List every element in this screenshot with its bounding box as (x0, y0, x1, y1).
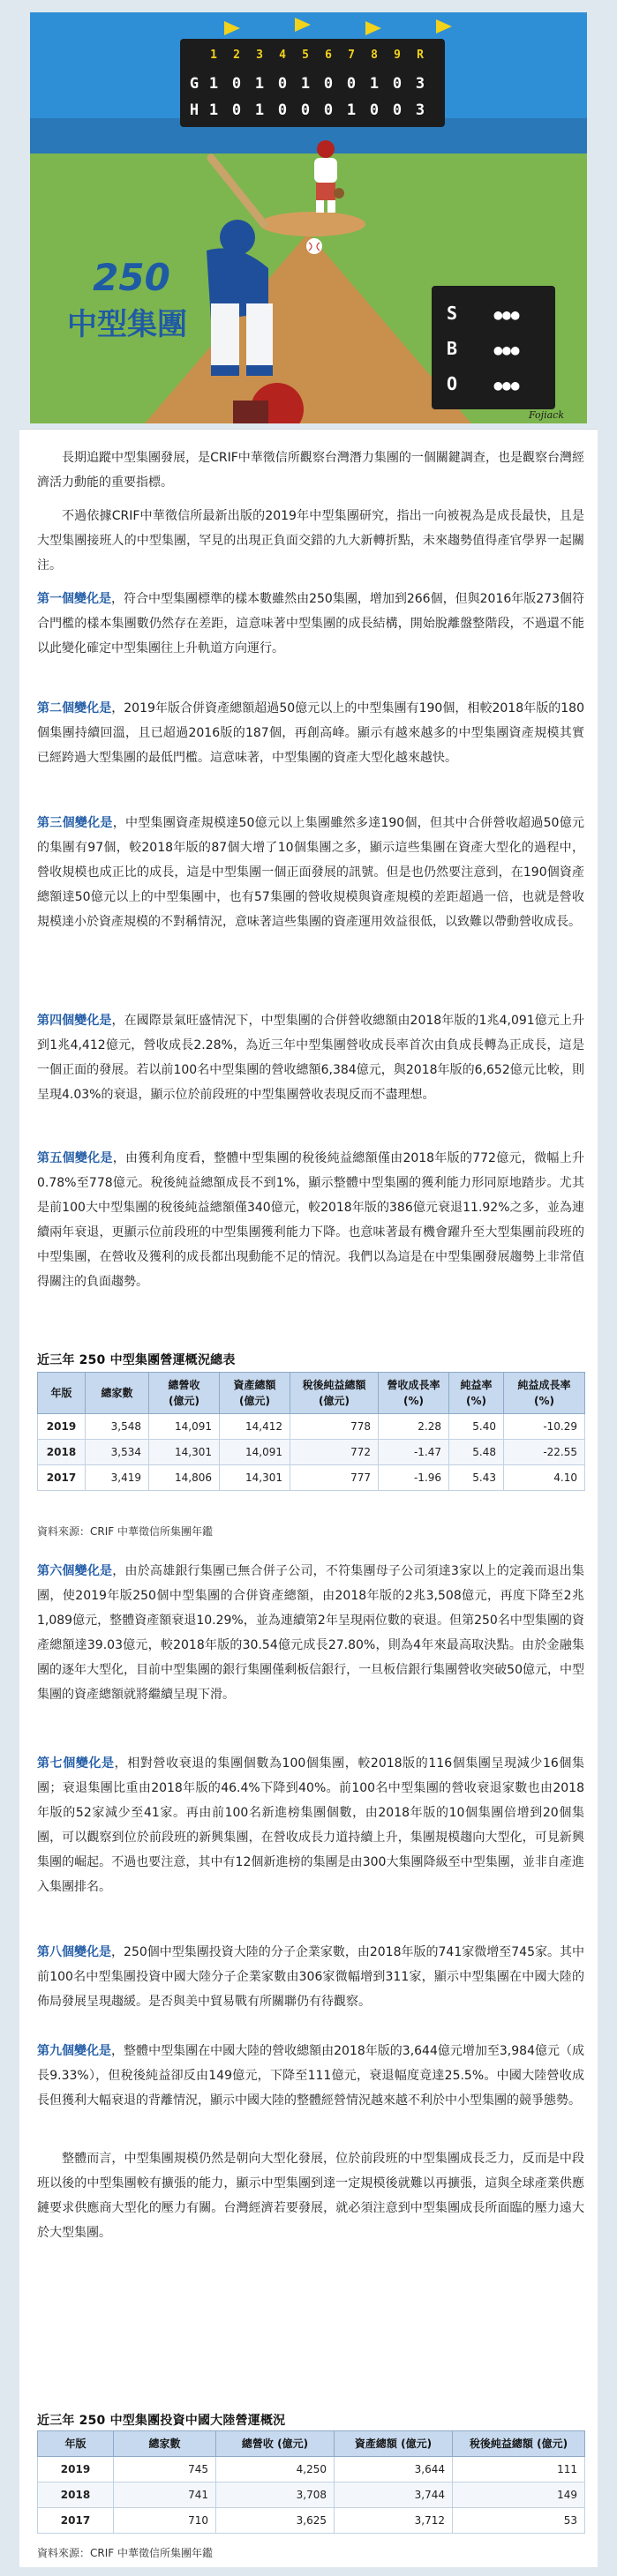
table-row (38, 2457, 585, 2482)
table-value-cell: 5.43 (449, 1465, 504, 1491)
table-value-cell: -10.29 (504, 1414, 585, 1440)
scoreboard-cell: 0 (369, 101, 380, 119)
table-header-cell: 稅後純益總額 (億元) (290, 1373, 379, 1414)
table-value-cell: 3,744 (335, 2482, 453, 2508)
scoreboard-top (180, 39, 445, 127)
svg-text:中型集團: 中型集團 (67, 307, 187, 342)
table-value-cell: 3,548 (86, 1414, 149, 1440)
table-2 (37, 2430, 585, 2534)
paragraph-change-4: 第四個變化是，在國際景氣旺盛情況下，中型集團的合併營收總額由2018年版的1兆4,091億元上升到1兆4,412億元，營收成長2.28%，為近三年中型集團營收成長率首次由負成長轉為正成長，這是一個正面的發展。若以前100名中型集團的營收總額6,384億元，與2018年版的6,652億元比較，則呈現4.03%的衰退，顯示位於前段班的中型集團營收表現反而不盡理想。 (37, 1014, 584, 1102)
table-value-cell: 14,091 (149, 1414, 220, 1440)
table-year-cell: 2018 (38, 1440, 86, 1465)
table-value-cell: 778 (290, 1414, 379, 1440)
table-row (38, 1440, 585, 1465)
scoreboard-cell: 0 (277, 75, 288, 93)
table-header-cell: 年版 (38, 2431, 114, 2457)
table-value-cell: 5.48 (449, 1440, 504, 1465)
scoreboard-cell: 1 (300, 75, 311, 93)
scoreboard-inning-label: 1 (210, 49, 217, 62)
table-1-source: 資料來源：CRIF 中華徵信所集團年鑑 (37, 1525, 213, 1538)
table-header-cell: 年版 (38, 1373, 86, 1414)
scoreboard-cell: 0 (277, 101, 288, 119)
table-value-cell: 2.28 (379, 1414, 449, 1440)
baseball (306, 238, 322, 254)
table-value-cell: 14,412 (220, 1414, 290, 1440)
scoreboard-cell: 0 (300, 101, 311, 119)
scoreboard-team-label: H (189, 101, 199, 119)
table-value-cell: 710 (114, 2508, 216, 2534)
table-row (38, 2482, 585, 2508)
table-value-cell: 149 (453, 2482, 585, 2508)
table-value-cell: 3,625 (216, 2508, 335, 2534)
table-2-source: 資料來源：CRIF 中華徵信所集團年鑑 (37, 2547, 213, 2559)
count-label: B (446, 338, 458, 359)
scoreboard-inning-label: 9 (394, 49, 401, 62)
change-9-tag: 第九個變化是 (37, 2044, 112, 2058)
count-marks: ●●● (493, 306, 520, 323)
change-1-tag: 第一個變化是 (37, 592, 112, 606)
count-marks: ●●● (493, 341, 520, 358)
table-value-cell: 14,301 (220, 1465, 290, 1491)
scoreboard-cell: 1 (254, 101, 265, 119)
table-header-cell: 總家數 (86, 1373, 149, 1414)
scoreboard-cell: 0 (231, 75, 242, 93)
scoreboard-cell: 3 (415, 101, 425, 119)
table-value-cell: 5.40 (449, 1414, 504, 1440)
scoreboard-inning-label: 5 (302, 49, 309, 62)
table-1-header-row (38, 1373, 585, 1414)
table-year-cell: 2017 (38, 1465, 86, 1491)
scoreboard-inning-label: 7 (348, 49, 355, 62)
svg-text:250: 250 (93, 256, 170, 299)
table-value-cell: 4,250 (216, 2457, 335, 2482)
table-header-cell: 資產總額 (億元) (335, 2431, 453, 2457)
scoreboard-inning-label: 4 (279, 49, 286, 62)
scoreboard-cell: 0 (323, 75, 334, 93)
change-7-tag: 第七個變化是 (37, 1756, 115, 1771)
table-1 (37, 1372, 585, 1491)
scoreboard-inning-label: 8 (371, 49, 378, 62)
table-value-cell: -1.47 (379, 1440, 449, 1465)
paragraph-change-2: 第二個變化是，2019年版合併資產總額超過50億元以上的中型集團有190個，相較2018年版的180個集團持續回溫，且已超過2016版的187個，再創高峰。顯示有越來越多的中型集團資產規模其實已經跨過大型集團的最低門檻。這意味著，中型集團的資產大型化越來越快。 (37, 701, 584, 765)
paragraph-change-6: 第六個變化是，由於高雄銀行集團已無合併子公司，不符集團母子公司須達3家以上的定義而退出集團，使2019年版250個中型集團的合併資產總額，由2018年版的2兆3,508億元，再度下降至2兆1,089億元，整體資產額衰退10.29%，並為連續第2年呈現兩位數的衰退。但第250名中型集團的資產總額達39.03億元，較2018年版的30.54億元成長27.80%，則為4年來最高取決點。由於金融集團的逐年大型化，目前中型集團的銀行集團僅剩板信銀行，一旦板信銀行集團營收突破50億元，中型集團的資產總額就將繼續呈現下滑。 (37, 1564, 585, 1702)
change-2-tag: 第二個變化是 (37, 701, 112, 715)
count-marks: ●●● (493, 377, 520, 393)
table-value-cell: 777 (290, 1465, 379, 1491)
scoreboard-right (432, 286, 555, 409)
table-year-cell: 2018 (38, 2482, 114, 2508)
table-year-cell: 2017 (38, 2508, 114, 2534)
scoreboard-inning-label: 6 (325, 49, 332, 62)
change-3-tag: 第三個變化是 (37, 816, 113, 830)
scoreboard-cell: 1 (254, 75, 265, 93)
table-row (38, 1414, 585, 1440)
table-2-caption: 近三年 250 中型集團投資中國大陸營運概況 (37, 2414, 286, 2428)
table-row (38, 1465, 585, 1491)
paragraph-change-8: 第八個變化是，250個中型集團投資大陸的分子企業家數，由2018年版的741家微增至745家。其中前100名中型集團投資中國大陸分子企業家數由306家微幅增到311家，顯示中型集團在中國大陸的佈局發展呈現趨緩。是否與美中貿易戰有所關聯仍有待觀察。 (37, 1945, 584, 2009)
table-header-cell: 總營收 (億元) (216, 2431, 335, 2457)
paragraph-change-1: 第一個變化是，符合中型集團標準的樣本數雖然由250集團，增加到266個，但與2016年版273個符合門檻的樣本集團數仍然存在差距，這意味著中型集團的成長結構，開始脫離盤整階段，不過還不能以此變化確定中型集團往上升軌道方向運行。 (37, 592, 584, 655)
table-value-cell: 3,712 (335, 2508, 453, 2534)
change-6-tag: 第六個變化是 (37, 1564, 113, 1578)
scoreboard-cell: 0 (346, 75, 357, 93)
table-header-cell: 純益率 (%) (449, 1373, 504, 1414)
scoreboard-cell: 1 (369, 75, 380, 93)
scoreboard-cell: 1 (208, 75, 219, 93)
scoreboard-inning-label: R (417, 49, 424, 62)
table-value-cell: 4.10 (504, 1465, 585, 1491)
change-8-tag: 第八個變化是 (37, 1945, 112, 1959)
table-header-cell: 總家數 (114, 2431, 216, 2457)
table-value-cell: 3,534 (86, 1440, 149, 1465)
paragraph-change-5: 第五個變化是，由獲利角度看，整體中型集團的稅後純益總額僅由2018年版的772億元，微幅上升0.78%至778億元。稅後純益總額成長不到1%，顯示整體中型集團的獲利能力形同原地踏步。尤其是前100大中型集團的稅後純益總額僅340億元，較2018年版的386億元衰退11.92%之多，並為連續兩年衰退，更顯示位前段班的中型集團獲利能力下降。也意味著最有機會躍升至大型集團前段班的中型集團，在營收及獲利的成長都出現動能不足的情況。我們以為這是在中型集團發展趨勢上非常值得關注的負面趨勢。 (37, 1151, 584, 1289)
hero-illustration (30, 12, 587, 423)
table-value-cell: 741 (114, 2482, 216, 2508)
table-value-cell: 14,301 (149, 1440, 220, 1465)
table-value-cell: -1.96 (379, 1465, 449, 1491)
paragraph-change-3: 第三個變化是，中型集團資產規模達50億元以上集團雖然多達190個，但其中合併營收超過50億元的集團有97個，較2018年版的87個大增了10個集團之多，顯示這些集團在資產大型化的過程中，營收規模也成正比的成長，這是中型集團一個正面發展的訊號。但是也仍然要注意到，在190個資產總額達50億元以上的中型集團中，也有57集團的營收規模與資產規模的差距超過一倍，也就是營收規模達小於資產規模的不對稱情況，意味著這些集團的資產運用效益很低，以致難以帶動營收成長。 (37, 816, 584, 929)
table-value-cell: 53 (453, 2508, 585, 2534)
scoreboard-team-label: G (189, 75, 199, 93)
table-header-cell: 總營收 (億元) (149, 1373, 220, 1414)
change-5-tag: 第五個變化是 (37, 1151, 113, 1165)
scoreboard-cell: 0 (392, 101, 403, 119)
paragraph-conclusion: 整體而言，中型集團規模仍然是朝向大型化發展，位於前段班的中型集團成長乏力，反而是中段班以後的中型集團較有擴張的能力，顯示中型集團到達一定規模後就難以再擴張，這與全球產業供應鏈要求供應商大型化的壓力有關。台灣經濟若要發展，就必須注意到中型集團成長所面臨的壓力遠大於大型集團。 (37, 2152, 584, 2240)
table-value-cell: 3,644 (335, 2457, 453, 2482)
scoreboard-cell: 0 (231, 101, 242, 119)
paragraph-change-7: 第七個變化是，相對營收衰退的集團個數為100個集團，較2018版的116個集團呈現減少16個集團；衰退集團比重由2018年版的46.4%下降到40%。前100名中型集團的營收衰退家數也由2018年版的52家減少至41家。再由前100名新進榜集團個數，由2018年版的10個集團倍增到20個集團，可以觀察到位於前段班的新興集團，在營收成長力道持續上升，集團規模趨向大型化，可見新興集團的崛起。不過也要注意，其中有12個新進榜的集團是由300大集團降級至中型集團，並非自產進入集團排名。 (37, 1756, 585, 1894)
table-row (38, 2508, 585, 2534)
count-label: S (446, 303, 458, 324)
table-value-cell: 14,091 (220, 1440, 290, 1465)
scoreboard-cell: 1 (208, 101, 219, 119)
scoreboard-inning-label: 2 (233, 49, 240, 62)
paragraph-overview: 不過依據CRIF中華徵信所最新出版的2019年中型集團研究，指出一向被視為是成長最快，且是大型集團接班人的中型集團，罕見的出現正負面交錯的九大新轉折點，未來趨勢值得產官學界一起關注。 (37, 509, 584, 573)
table-1-caption: 近三年 250 中型集團營運概況總表 (37, 1353, 236, 1367)
count-label: O (446, 373, 458, 394)
scoreboard-cell: 3 (415, 75, 425, 93)
scoreboard-cell: 1 (346, 101, 357, 119)
change-4-tag: 第四個變化是 (37, 1014, 112, 1028)
table-value-cell: -22.55 (504, 1440, 585, 1465)
pitcher-mound (260, 212, 365, 236)
scoreboard-cell: 0 (323, 101, 334, 119)
table-year-cell: 2019 (38, 1414, 86, 1440)
scoreboard-inning-label: 3 (256, 49, 263, 62)
baseball-scene (30, 12, 587, 423)
table-header-cell: 營收成長率 (%) (379, 1373, 449, 1414)
artist-signature: Fojiack (529, 409, 564, 421)
paragraph-change-9: 第九個變化是，整體中型集團在中國大陸的營收總額由2018年版的3,644億元增加至3,984億元（成長9.33%），但稅後純益卻反由149億元，下降至111億元，衰退幅度竟達25.5%。中國大陸營收成長但獲利大幅衰退的背離情況，顯示中國大陸的整體經營情況越來越不利於中小型集團的競爭態勢。 (37, 2044, 585, 2108)
article-content (19, 429, 598, 2567)
table-value-cell: 772 (290, 1440, 379, 1465)
table-2-header-row (38, 2431, 585, 2457)
table-value-cell: 3,708 (216, 2482, 335, 2508)
scoreboard-cell: 0 (392, 75, 403, 93)
table-value-cell: 3,419 (86, 1465, 149, 1491)
table-year-cell: 2019 (38, 2457, 114, 2482)
table-value-cell: 111 (453, 2457, 585, 2482)
paragraph-intro: 長期追蹤中型集團發展，是CRIF中華徵信所觀察台灣潛力集團的一個關鍵調查，也是觀察台灣經濟活力動能的重要指標。 (37, 451, 584, 490)
table-value-cell: 14,806 (149, 1465, 220, 1491)
table-header-cell: 資產總額 (億元) (220, 1373, 290, 1414)
table-value-cell: 745 (114, 2457, 216, 2482)
table-header-cell: 純益成長率 (%) (504, 1373, 585, 1414)
table-header-cell: 稅後純益總額 (億元) (453, 2431, 585, 2457)
